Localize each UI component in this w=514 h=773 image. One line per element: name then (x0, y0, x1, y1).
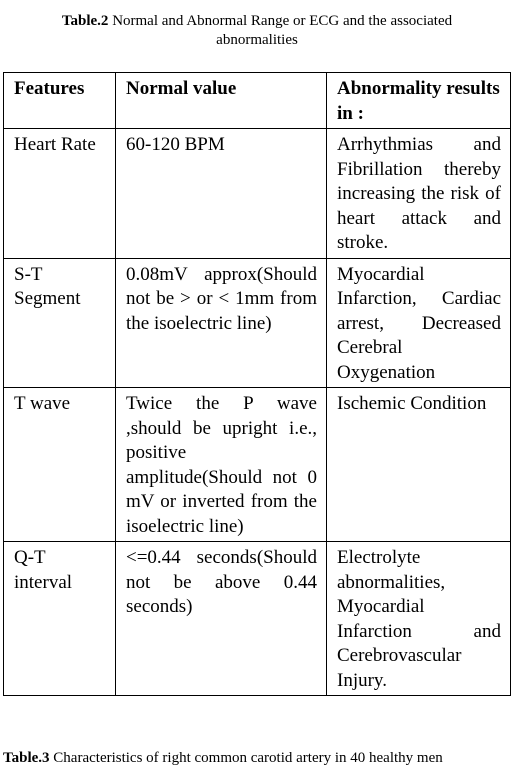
table-row (4, 388, 511, 542)
table2-caption-text-line1: Normal and Abnormal Range or ECG and the associated (112, 13, 453, 29)
ecg-range-table (3, 72, 511, 696)
abnormality-cell: Myocardial Infarction, Cardiac arrest, Decreased Cerebral Oxygenation (327, 258, 511, 388)
header-abnormality: Abnormality results in : (327, 73, 511, 129)
feature-cell: Heart Rate (4, 129, 116, 259)
abnormality-cell: Ischemic Condition (327, 388, 511, 542)
table-row (4, 258, 511, 388)
table2-caption (0, 12, 514, 50)
feature-cell: Q-T interval (4, 542, 116, 696)
table3-caption-label: Table.3 (3, 750, 50, 766)
header-normal-value: Normal value (116, 73, 327, 129)
abnormality-cell: Arrhythmias and Fibrillation thereby increasing the risk of heart attack and stroke. (327, 129, 511, 259)
table-header-row (4, 73, 511, 129)
header-features: Features (4, 73, 116, 129)
table-row (4, 129, 511, 259)
normal-value-cell: 0.08mV approx(Should not be > or < 1mm from the isoelectric line) (116, 258, 327, 388)
table3-caption-text: Characteristics of right common carotid artery in 40 healthy men (53, 750, 443, 766)
table-row (4, 542, 511, 696)
feature-cell: S-T Segment (4, 258, 116, 388)
normal-value-cell: 60-120 BPM (116, 129, 327, 259)
table2-caption-text-line2: abnormalities (216, 32, 298, 48)
table3-caption (3, 749, 513, 768)
normal-value-cell: Twice the P wave ,should be upright i.e., positive amplitude(Should not 0 mV or inverted from the isoelectric line) (116, 388, 327, 542)
normal-value-cell: <=0.44 seconds(Should not be above 0.44 seconds) (116, 542, 327, 696)
feature-cell: T wave (4, 388, 116, 542)
abnormality-cell: Electrolyte abnormalities, Myocardial Infarction and Cerebrovascular Injury. (327, 542, 511, 696)
table2-caption-label: Table.2 (61, 13, 109, 29)
